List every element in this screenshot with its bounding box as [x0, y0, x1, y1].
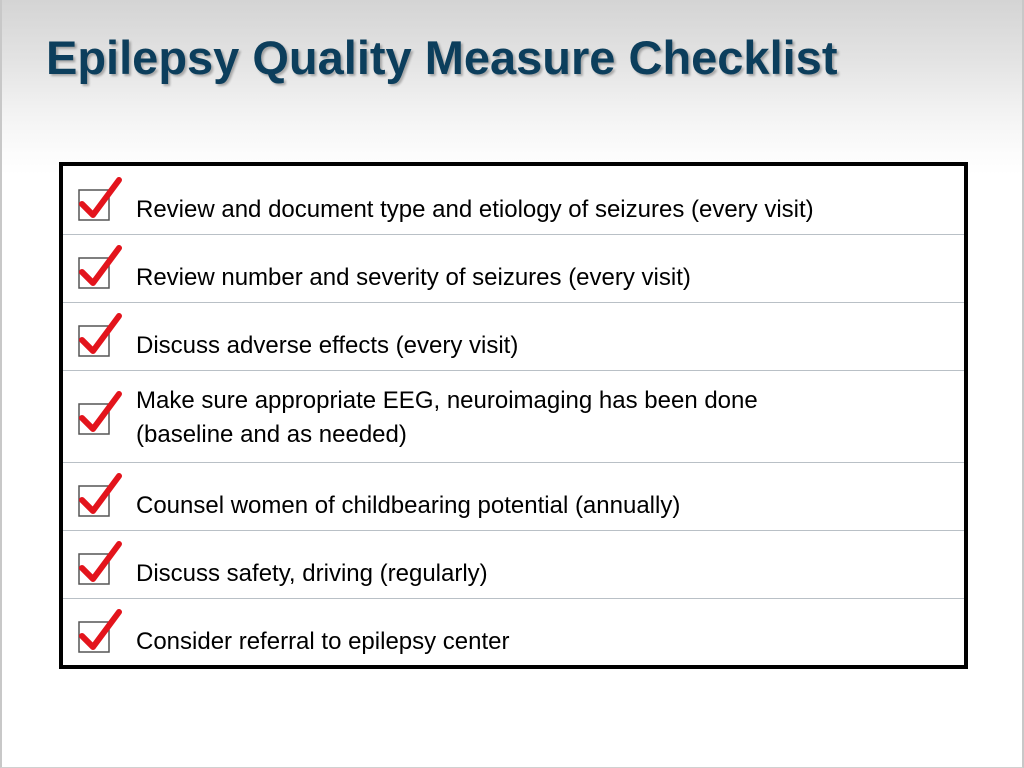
checklist-table	[59, 162, 968, 669]
slide-title: Epilepsy Quality Measure Checklist	[46, 31, 838, 84]
checklist-item-text	[136, 384, 956, 452]
checked-box-icon	[76, 310, 126, 360]
checklist-item-line: Make sure appropriate EEG, neuroimaging has been done	[136, 387, 758, 414]
checklist-item	[63, 166, 964, 234]
checklist-item-line: Counsel women of childbearing potential (annually)	[136, 492, 681, 519]
checklist-item-text	[136, 329, 956, 363]
checklist-item-line: Consider referral to epilepsy center	[136, 628, 510, 655]
checklist-item	[63, 302, 964, 370]
checked-box-icon	[76, 242, 126, 292]
checklist-item-text	[136, 557, 956, 591]
checklist-item	[63, 530, 964, 598]
checked-box-icon	[76, 470, 126, 520]
checklist-item-text	[136, 261, 956, 295]
checklist-item	[63, 234, 964, 302]
checked-box-icon	[76, 388, 126, 438]
checklist-item-text	[136, 193, 956, 227]
checklist-item-line: (baseline and as needed)	[136, 421, 407, 448]
checklist-item-text	[136, 489, 956, 523]
checked-box-icon	[76, 174, 126, 224]
checklist-item	[63, 598, 964, 665]
checklist-item-line: Review number and severity of seizures (every visit)	[136, 264, 691, 291]
checked-box-icon	[76, 606, 126, 656]
checklist-item	[63, 370, 964, 462]
checklist-item-text	[136, 625, 956, 659]
checked-box-icon	[76, 538, 126, 588]
checklist-item-line: Discuss safety, driving (regularly)	[136, 560, 488, 587]
checklist-item-line: Discuss adverse effects (every visit)	[136, 332, 519, 359]
checklist-item-line: Review and document type and etiology of seizures (every visit)	[136, 196, 814, 223]
checklist-item	[63, 462, 964, 530]
